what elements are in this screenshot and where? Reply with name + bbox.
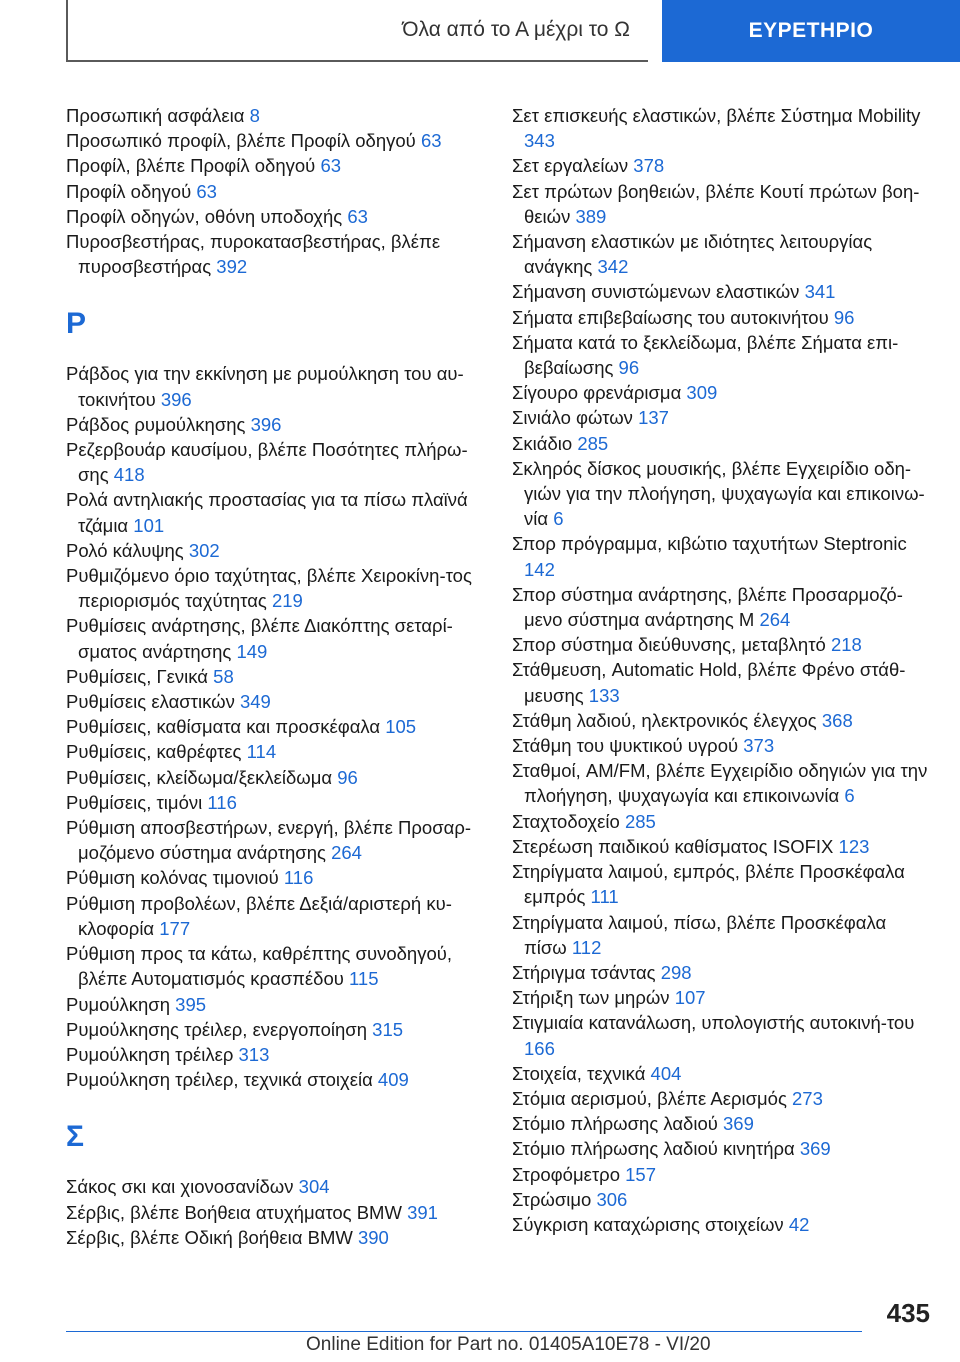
index-page-link[interactable]: 285 xyxy=(577,432,609,454)
index-page-link[interactable]: 96 xyxy=(337,766,358,788)
index-entry xyxy=(66,992,486,1017)
index-page-link[interactable]: 404 xyxy=(650,1062,682,1084)
index-entry-text: Σταχτοδοχείο xyxy=(512,810,620,832)
index-entry xyxy=(66,865,486,890)
index-page-link[interactable]: 302 xyxy=(188,539,220,561)
index-page-link[interactable]: 58 xyxy=(213,665,234,687)
index-entry-text: Στόμιο πλήρωσης λαδιού xyxy=(512,1113,718,1135)
footer-edition: Online Edition for Part no. 01405A10E78 - VI/20 xyxy=(306,1334,711,1355)
index-entry xyxy=(512,632,932,657)
index-page-link[interactable]: 6 xyxy=(844,785,855,807)
index-entry-text: Σετ πρώτων βοηθειών, βλέπε Κουτί πρώτων βοη-θειών xyxy=(512,180,920,227)
index-entry xyxy=(66,613,486,663)
index-entry-text: Ρυμούλκηση xyxy=(66,993,171,1015)
index-page-link[interactable]: 8 xyxy=(249,105,260,126)
index-entry-text: Ρεζερβουάρ καυσίμου, βλέπε Ποσότητες πλήρω-σης xyxy=(66,439,468,486)
index-entry xyxy=(66,664,486,689)
index-entry-text: Στιγμιαία κατανάλωση, υπολογιστής αυτοκινή-του xyxy=(512,1012,915,1034)
index-entry xyxy=(66,563,486,613)
index-entry xyxy=(66,739,486,764)
index-page-link[interactable]: 166 xyxy=(524,1037,555,1059)
index-entry xyxy=(512,960,932,985)
index-entry-text: Σήματα κατά το ξεκλείδωμα, βλέπε Σήματα επι-βεβαίωσης xyxy=(512,331,899,379)
index-page-link[interactable]: 392 xyxy=(216,256,248,278)
index-entry xyxy=(512,1061,932,1086)
index-entry xyxy=(512,1010,932,1060)
index-entry-text: Στήριγμα τσάντας xyxy=(512,961,656,983)
index-entry-text: Σπορ πρόγραμμα, κιβώτιο ταχυτήτων Steptronic xyxy=(512,533,907,555)
index-page-link[interactable]: 116 xyxy=(283,867,314,889)
index-page-link[interactable]: 96 xyxy=(618,357,640,379)
index-page-link[interactable]: 313 xyxy=(238,1043,270,1065)
index-page-link[interactable]: 264 xyxy=(331,842,362,864)
index-entry xyxy=(512,1111,932,1136)
index-page-link[interactable]: 177 xyxy=(159,917,191,939)
index-entry-text: Σινιάλο φώτων xyxy=(512,407,633,429)
index-page-link[interactable]: 264 xyxy=(759,609,791,631)
index-page-link[interactable]: 42 xyxy=(788,1213,810,1235)
index-entry-text: Στροφόμετρο xyxy=(512,1163,620,1185)
index-page-link[interactable]: 63 xyxy=(347,205,368,227)
index-entry xyxy=(66,361,486,411)
footer-divider xyxy=(66,1331,862,1332)
index-page-link[interactable]: 157 xyxy=(625,1163,656,1185)
index-entry xyxy=(512,531,932,581)
index-entry-text: Ρυμούλκηση τρέιλερ, τεχνικά στοιχεία xyxy=(66,1069,373,1091)
index-entry xyxy=(512,733,932,758)
index-entry xyxy=(512,859,932,909)
index-entry-text: Σετ επισκευής ελαστικών, βλέπε Σύστημα Mobility xyxy=(512,105,921,126)
index-page-link[interactable]: 368 xyxy=(821,709,853,731)
index-page-link[interactable]: 96 xyxy=(833,306,855,328)
index-entry-text: Σύγκριση καταχώρισης στοιχείων xyxy=(512,1213,784,1235)
index-page-link[interactable]: 107 xyxy=(674,987,706,1009)
index-page-link[interactable]: 341 xyxy=(804,281,836,303)
index-page-link[interactable]: 306 xyxy=(596,1188,628,1210)
index-entry-text: Ρολό κάλυψης xyxy=(66,539,184,561)
index-page-link[interactable]: 142 xyxy=(524,558,555,580)
index-page-link[interactable]: 369 xyxy=(799,1138,831,1160)
index-entry-text: Σέρβις, βλέπε Οδική βοήθεια BMW xyxy=(66,1226,353,1248)
index-entry-text: Ρυμούλκησης τρέιλερ, ενεργοποίηση xyxy=(66,1018,368,1040)
index-entry-text: Σπορ σύστημα ανάρτησης, βλέπε Προσαρμοζό-μενο σύστημα ανάρτησης M xyxy=(512,583,903,631)
index-page-link[interactable]: 63 xyxy=(196,180,217,202)
index-entry xyxy=(66,412,486,437)
index-entry xyxy=(512,153,932,178)
index-entry xyxy=(512,229,932,279)
index-page-link[interactable]: 123 xyxy=(838,835,870,857)
index-entry xyxy=(512,834,932,859)
index-entry xyxy=(512,809,932,834)
index-column-right xyxy=(512,103,932,1237)
index-entry-text: Σήμανση συνιστώμενων ελαστικών xyxy=(512,281,800,303)
index-entry xyxy=(512,405,932,430)
index-entry xyxy=(512,431,932,456)
index-page-link[interactable]: 315 xyxy=(372,1018,404,1040)
index-entry xyxy=(66,714,486,739)
index-entry xyxy=(512,1086,932,1111)
index-entry xyxy=(512,758,932,808)
index-page-link[interactable]: 298 xyxy=(660,961,692,983)
index-entry xyxy=(66,941,486,991)
index-entry xyxy=(512,1187,932,1212)
index-page-link[interactable]: 369 xyxy=(723,1113,754,1135)
index-page-link[interactable]: 409 xyxy=(377,1069,409,1091)
index-page-link[interactable]: 133 xyxy=(588,684,620,706)
index-column-left xyxy=(66,103,486,1250)
index-page-link[interactable]: 105 xyxy=(385,716,417,738)
index-entry-text: Σπορ σύστημα διεύθυνσης, μεταβλητό xyxy=(512,634,826,656)
index-entry-text: Ράβδος για την εκκίνηση με ρυμούλκηση του αυ-τοκινήτου xyxy=(66,363,464,410)
index-page-link[interactable]: 149 xyxy=(236,640,268,662)
index-entry xyxy=(66,1225,486,1250)
index-page-link[interactable]: 418 xyxy=(113,464,145,486)
index-page-link[interactable]: 273 xyxy=(792,1087,823,1109)
index-page-link[interactable]: 309 xyxy=(686,382,718,404)
tab-index[interactable] xyxy=(662,0,960,62)
index-entry xyxy=(66,1042,486,1067)
index-entry xyxy=(66,437,486,487)
index-entry-text: Ρυθμιζόμενο όριο ταχύτητας, βλέπε Χειροκίνη-τος περιορισμός ταχύτητας xyxy=(66,565,472,612)
index-entry xyxy=(512,582,932,632)
index-entry xyxy=(66,204,486,229)
index-entry xyxy=(512,330,932,380)
index-entry-text: Στρώσιμο xyxy=(512,1188,592,1210)
index-entry-text: Ράβδος ρυμούλκησης xyxy=(66,413,246,435)
index-entry-text: Στάθμευση, Automatic Hold, βλέπε Φρένο στάθ-μευσης xyxy=(512,659,906,706)
index-entry xyxy=(512,1212,932,1237)
index-entry xyxy=(512,910,932,960)
index-entry-text: Ρυθμίσεις ανάρτησης, βλέπε Διακόπτης σεταρί-σματος ανάρτησης xyxy=(66,615,453,662)
index-entry-text: Σήματα επιβεβαίωσης του αυτοκινήτου xyxy=(512,306,829,328)
index-entry xyxy=(512,1136,932,1161)
index-entry xyxy=(66,689,486,714)
index-entry-text: Προφίλ, βλέπε Προφίλ οδηγού xyxy=(66,155,316,177)
index-page-link[interactable]: 304 xyxy=(298,1176,330,1198)
index-entry xyxy=(512,657,932,707)
index-page-link[interactable]: 101 xyxy=(133,514,165,536)
index-entry-text: Ρυθμίσεις, Γενικά xyxy=(66,665,209,687)
index-entry-text: Στάθμη του ψυκτικού υγρού xyxy=(512,735,739,757)
index-page-link[interactable]: 63 xyxy=(320,155,342,177)
index-page-link[interactable]: 390 xyxy=(357,1226,389,1248)
index-entry-text: Ρύθμιση προβολέων, βλέπε Δεξιά/αριστερή κυ-κλοφορία xyxy=(66,892,452,939)
index-entry-text: Πυροσβεστήρας, πυροκατασβεστήρας, βλέπε πυροσβεστήρας xyxy=(66,231,441,278)
index-entry xyxy=(66,765,486,790)
index-page-link[interactable]: 285 xyxy=(624,810,656,832)
tab-all-a-to-z[interactable] xyxy=(66,0,648,62)
index-entry-text: Ρυθμίσεις, καθίσματα και προσκέφαλα xyxy=(66,716,381,738)
index-entry xyxy=(66,487,486,537)
index-entry-text: Ρυμούλκηση τρέιλερ xyxy=(66,1043,234,1065)
index-entry-text: Προφίλ οδηγού xyxy=(66,180,192,202)
index-page-link[interactable]: 396 xyxy=(160,388,192,410)
index-entry xyxy=(66,1200,486,1225)
index-entry xyxy=(66,1017,486,1042)
index-entry xyxy=(66,179,486,204)
top-navigation xyxy=(66,0,960,64)
index-entry xyxy=(512,708,932,733)
index-entry-text: Στοιχεία, τεχνικά xyxy=(512,1062,646,1084)
section-letter: Ρ xyxy=(66,307,87,341)
index-entry xyxy=(66,103,486,128)
index-entry xyxy=(512,1162,932,1187)
index-entry xyxy=(512,305,932,330)
index-entry xyxy=(66,128,486,153)
index-entry-text: Ρύθμιση κολόνας τιμονιού xyxy=(66,867,279,889)
index-page-link[interactable]: 115 xyxy=(349,968,379,990)
index-entry xyxy=(512,380,932,405)
index-page-link[interactable]: 112 xyxy=(571,936,602,958)
index-entry xyxy=(66,538,486,563)
index-entry xyxy=(66,153,486,178)
index-page-link[interactable]: 373 xyxy=(743,735,775,757)
index-entry xyxy=(512,279,932,304)
index-page-link[interactable]: 349 xyxy=(239,691,271,713)
index-entry-text: Σάκος σκι και χιονοσανίδων xyxy=(66,1176,294,1198)
index-entry-text: Σετ εργαλείων xyxy=(512,155,629,177)
index-entry-text: Ρυθμίσεις ελαστικών xyxy=(66,691,235,713)
index-entry-text: Στερέωση παιδικού καθίσματος ISOFIX xyxy=(512,835,834,857)
index-entry-text: Ρύθμιση αποσβεστήρων, ενεργή, βλέπε Προσαρ-μοζόμενο σύστημα ανάρτησης xyxy=(66,817,472,864)
section-letter: Σ xyxy=(66,1120,85,1154)
index-entry-text: Σκληρός δίσκος μουσικής, βλέπε Εγχειρίδιο οδη-γιών για την πλοήγηση, ψυχαγωγία και επικοινω-νία xyxy=(512,457,925,530)
index-entry-text: Σίγουρο φρενάρισμα xyxy=(512,382,682,404)
index-entry xyxy=(512,103,932,153)
index-page-link[interactable]: 396 xyxy=(250,413,282,435)
index-entry xyxy=(512,456,932,532)
index-page-link[interactable]: 116 xyxy=(207,791,237,813)
index-entry xyxy=(512,985,932,1010)
index-entry xyxy=(66,790,486,815)
index-entry-text: Στηρίγματα λαιμού, εμπρός, βλέπε Προσκέφαλα εμπρός xyxy=(512,861,905,908)
index-page-link[interactable]: 342 xyxy=(597,256,629,278)
index-entry xyxy=(66,229,486,279)
index-entry-text: Ρυθμίσεις, τιμόνι xyxy=(66,791,203,813)
index-entry xyxy=(66,1174,486,1199)
index-entry-text: Στήριξη των μηρών xyxy=(512,987,670,1009)
index-entry-text: Προσωπική ασφάλεια xyxy=(66,105,245,126)
index-entry-text: Στηρίγματα λαιμού, πίσω, βλέπε Προσκέφαλα πίσω xyxy=(512,911,887,958)
index-page-link[interactable]: 114 xyxy=(246,741,277,763)
index-entry xyxy=(66,891,486,941)
index-entry-text: Στάθμη λαδιού, ηλεκτρονικός έλεγχος xyxy=(512,709,817,731)
index-page-link[interactable]: 395 xyxy=(175,993,207,1015)
index-entry-text: Ρυθμίσεις, καθρέφτες xyxy=(66,741,242,763)
index-entry-text: Σέρβις, βλέπε Βοήθεια ατυχήματος BMW xyxy=(66,1201,402,1223)
index-page-link[interactable]: 6 xyxy=(553,508,564,530)
index-page-link[interactable]: 137 xyxy=(638,407,669,429)
index-page-link[interactable]: 391 xyxy=(407,1201,438,1223)
index-entry-text: Σταθμοί, AM/FM, βλέπε Εγχειρίδιο οδηγιών για την πλοήγηση, ψυχαγωγία και επικοινωνία xyxy=(512,760,928,807)
index-page-link[interactable]: 219 xyxy=(271,590,303,612)
index-page-link[interactable]: 389 xyxy=(575,205,607,227)
index-entry-text: Στόμιο πλήρωσης λαδιού κινητήρα xyxy=(512,1138,795,1160)
index-entry xyxy=(66,1067,486,1092)
index-page-link[interactable]: 63 xyxy=(420,130,442,152)
index-page-link[interactable]: 378 xyxy=(633,155,665,177)
index-page-link[interactable]: 111 xyxy=(590,886,619,908)
index-entry xyxy=(66,815,486,865)
index-page-link[interactable]: 343 xyxy=(524,130,555,152)
page-number: 435 xyxy=(886,1298,930,1328)
index-entry-text: Ρύθμιση προς τα κάτω, καθρέπτης συνοδηγού, βλέπε Αυτοματισμός κρασπέδου xyxy=(66,943,453,990)
index-entry-text: Ρυθμίσεις, κλείδωμα/ξεκλείδωμα xyxy=(66,766,333,788)
index-entry-text: Σήμανση ελαστικών με ιδιότητες λειτουργίας ανάγκης xyxy=(512,231,873,278)
index-entry xyxy=(512,179,932,229)
tab-all-label: Όλα από το Α μέχρι το Ω xyxy=(402,18,630,41)
index-entry-text: Προσωπικό προφίλ, βλέπε Προφίλ οδηγού xyxy=(66,130,416,152)
index-entry-text: Σκιάδιο xyxy=(512,432,573,454)
index-entry-text: Προφίλ οδηγών, οθόνη υποδοχής xyxy=(66,205,343,227)
tab-index-label: ΕΥΡΕΤΗΡΙΟ xyxy=(748,19,874,42)
index-page-link[interactable]: 218 xyxy=(830,634,862,656)
index-entry-text: Ρολά αντηλιακής προστασίας για τα πίσω πλαϊνά τζάμια xyxy=(66,489,468,536)
index-entry-text: Στόμια αερισμού, βλέπε Αερισμός xyxy=(512,1087,787,1109)
